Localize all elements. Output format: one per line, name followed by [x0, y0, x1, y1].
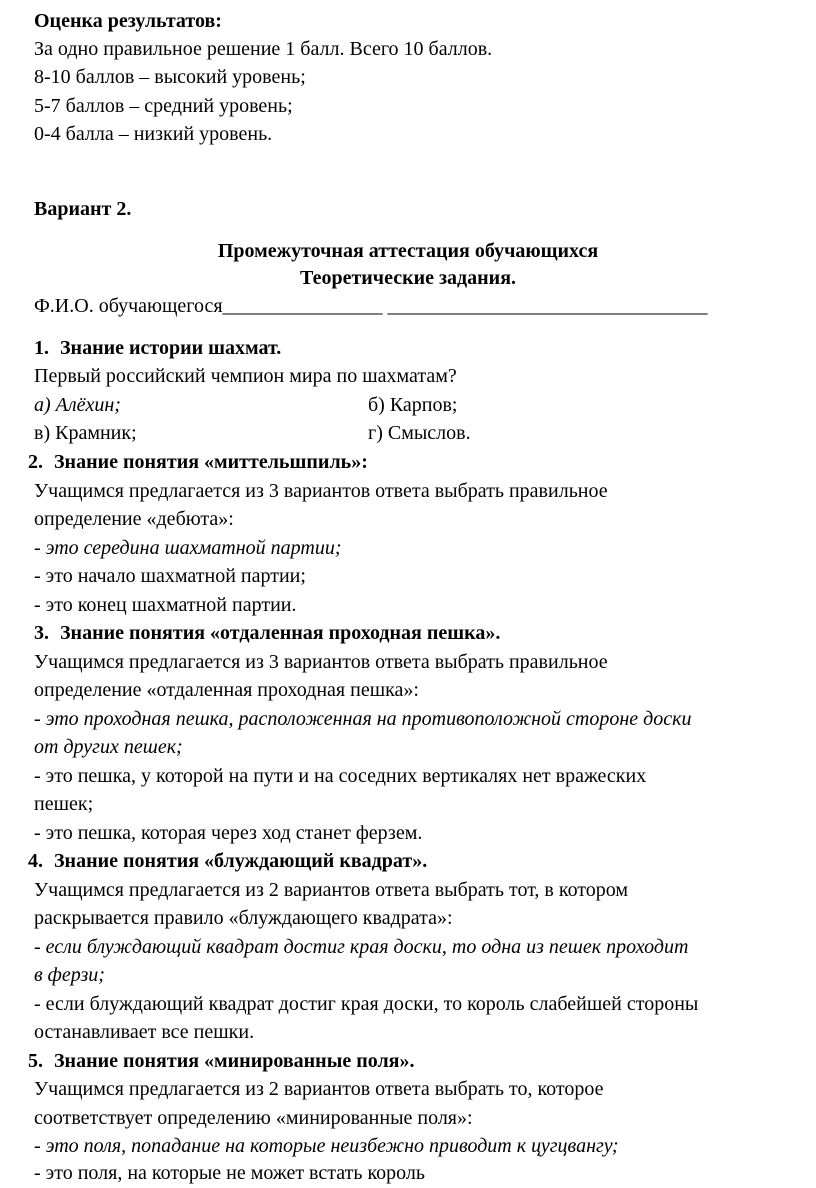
question-heading — [28, 449, 368, 475]
page-title: Промежуточная аттестация обучающихся — [217, 240, 599, 262]
question-heading — [34, 620, 500, 646]
question-text: соответствует определению «минированные поля»: — [34, 1107, 473, 1129]
page-subtitle: Теоретические задания. — [299, 267, 517, 289]
answer-option-correct: - это середина шахматной партии; — [34, 537, 342, 559]
variant-heading: Вариант 2. — [34, 198, 132, 220]
question-number: 2. — [28, 451, 43, 473]
answer-option: - это пешка, которая через ход станет ферзем. — [34, 822, 423, 844]
question-title: Знание понятия «миттельшпиль»: — [54, 451, 368, 473]
question-text: раскрывается правило «блуждающего квадрата»: — [34, 907, 453, 929]
answer-option-correct: - это проходная пешка, расположенная на противоположной стороне доски — [34, 708, 692, 730]
question-text: Первый российский чемпион мира по шахматам? — [34, 365, 457, 387]
answer-option-correct: от других пешек; — [34, 736, 183, 758]
answer-option: пешек; — [34, 793, 94, 815]
question-number: 3. — [34, 622, 49, 644]
question-heading — [28, 1048, 415, 1074]
question-number: 5. — [28, 1050, 43, 1072]
results-heading: Оценка результатов: — [34, 10, 222, 32]
question-title: Знание понятия «отдаленная проходная пешка». — [60, 622, 501, 644]
question-text: Учащимся предлагается из 3 вариантов ответа выбрать правильное — [34, 480, 608, 502]
question-number: 1. — [34, 337, 49, 359]
answer-option: - если блуждающий квадрат достиг края доски, то король слабейшей стороны — [34, 993, 699, 1015]
answer-option: останавливает все пешки. — [34, 1021, 255, 1043]
answer-option-correct: - это поля, попадание на которые неизбежно приводит к цугцвангу; — [34, 1135, 619, 1157]
answer-option: - это начало шахматной партии; — [34, 565, 306, 587]
results-line: 0-4 балла – низкий уровень. — [34, 123, 273, 145]
student-name-field: Ф.И.О. обучающегося________________ ________________________________ — [34, 295, 708, 317]
question-heading — [34, 335, 281, 361]
answer-option: б) Карпов; — [368, 394, 458, 416]
question-title: Знание истории шахмат. — [60, 337, 282, 359]
results-line: 8-10 баллов – высокий уровень; — [34, 66, 306, 88]
answer-option-correct: - если блуждающий квадрат достиг края доски, то одна из пешек проходит — [34, 936, 689, 958]
results-line: За одно правильное решение 1 балл. Всего 10 баллов. — [34, 38, 493, 60]
question-text: определение «отдаленная проходная пешка»: — [34, 679, 419, 701]
question-number: 4. — [28, 850, 43, 872]
question-title: Знание понятия «минированные поля». — [54, 1050, 415, 1072]
answer-option-correct: в ферзи; — [34, 964, 105, 986]
answer-option: г) Смыслов. — [368, 422, 471, 444]
results-line: 5-7 баллов – средний уровень; — [34, 95, 293, 117]
answer-option: - это конец шахматной партии. — [34, 594, 297, 616]
question-text: Учащимся предлагается из 2 вариантов ответа выбрать то, которое — [34, 1078, 604, 1100]
answer-option: в) Крамник; — [34, 422, 137, 444]
question-text: определение «дебюта»: — [34, 508, 234, 530]
question-heading — [28, 848, 427, 874]
question-title: Знание понятия «блуждающий квадрат». — [54, 850, 428, 872]
question-text: Учащимся предлагается из 3 вариантов ответа выбрать правильное — [34, 651, 608, 673]
answer-option: - это поля, на которые не может встать король — [34, 1162, 426, 1184]
answer-option-correct: а) Алёхин; — [34, 394, 121, 416]
answer-option: - это пешка, у которой на пути и на соседних вертикалях нет вражеских — [34, 765, 647, 787]
question-text: Учащимся предлагается из 2 вариантов ответа выбрать тот, в котором — [34, 879, 629, 901]
